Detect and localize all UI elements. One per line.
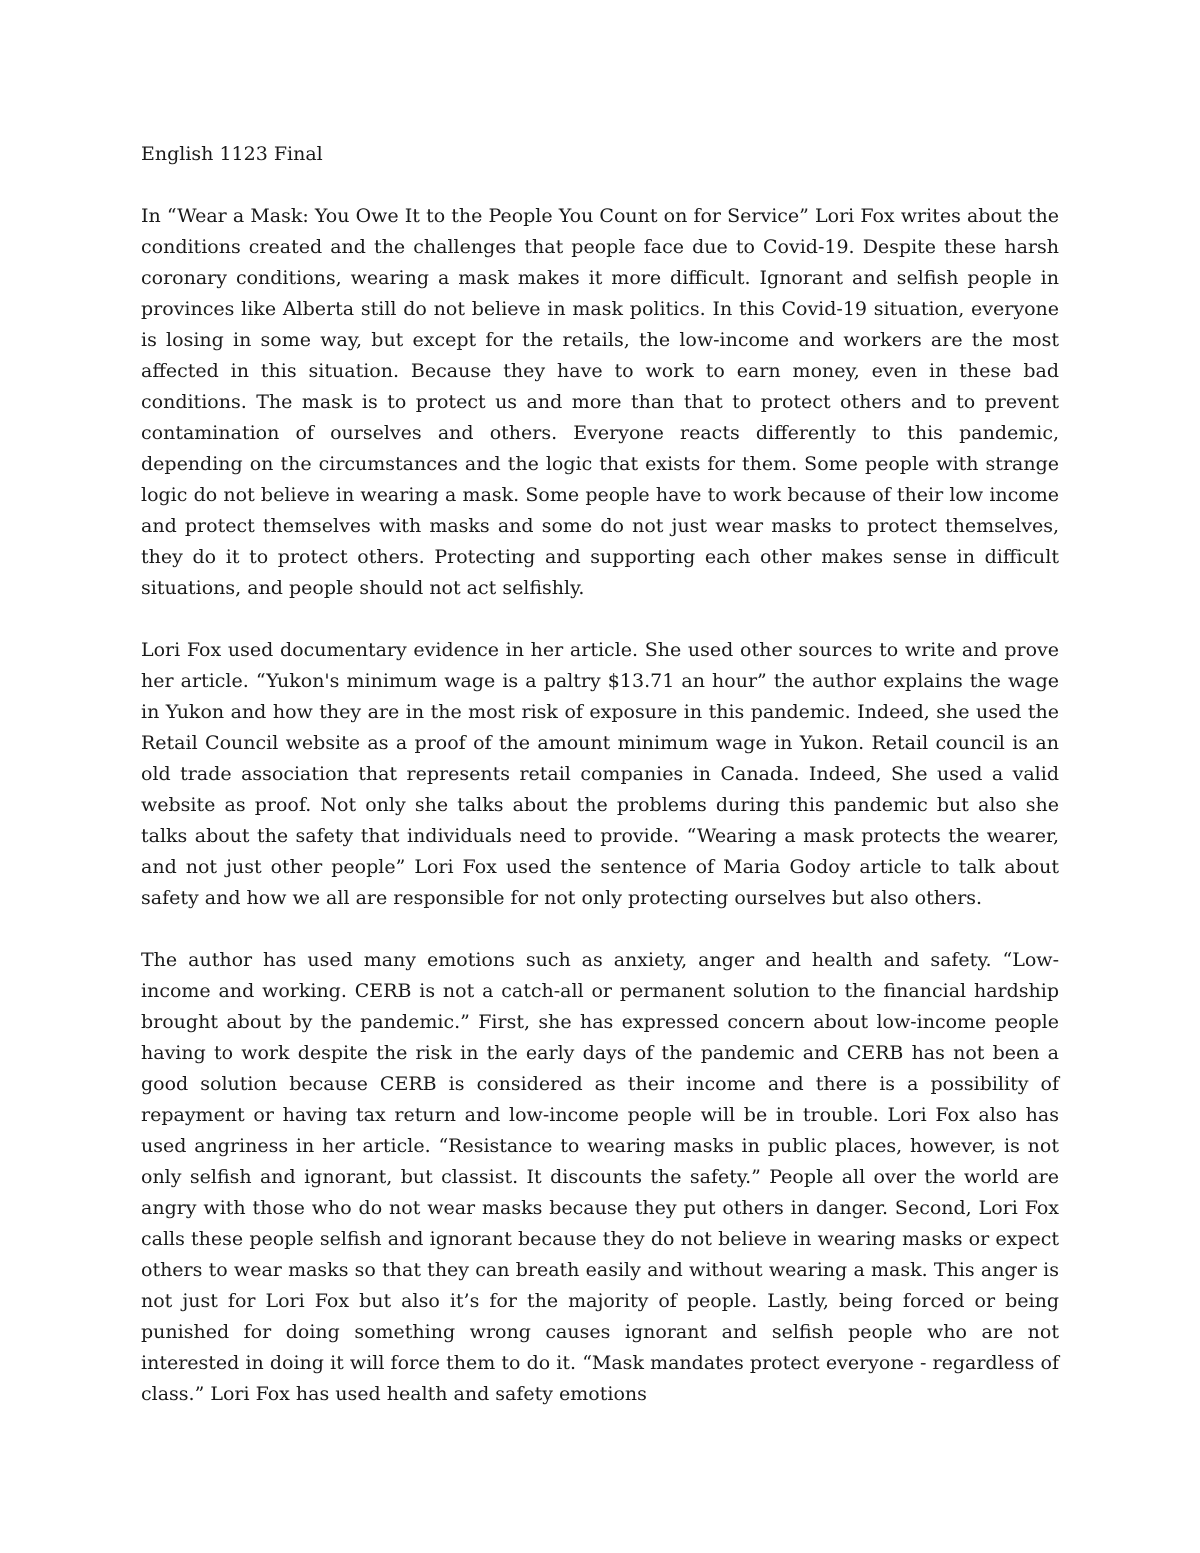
- document-body: [141, 139, 1059, 1410]
- paragraph-evidence: Lori Fox used documentary evidence in her article. She used other sources to write and prove her article. “Yukon's minimum wage is a paltry $13.71 an hour” the author explains the wage in Yukon and how they are in the most risk of exposure in this pandemic. Indeed, she used the Retail Council website as a proof of the amount minimum wage in Yukon. Retail council is an old trade association that represents retail companies in Canada. Indeed, She used a valid website as proof. Not only she talks about the problems during this pandemic but also she talks about the safety that individuals need to provide. “Wearing a mask protects the wearer, and not just other people” Lori Fox used the sentence of Maria Godoy article to talk about safety and how we all are responsible for not only protecting ourselves but also others.: [141, 639, 1059, 909]
- document-title: English 1123 Final: [141, 143, 323, 165]
- paragraph-emotions: The author has used many emotions such as anxiety, anger and health and safety. “Low-income and working. CERB is not a catch-all or permanent solution to the financial hardship brought about by the pandemic.” First, she has expressed concern about low-income people having to work despite the risk in the early days of the pandemic and CERB has not been a good solution because CERB is considered as their income and there is a possibility of repayment or having tax return and low-income people will be in trouble. Lori Fox also has used angriness in her article. “Resistance to wearing masks in public places, however, is not only selfish and ignorant, but classist. It discounts the safety.” People all over the world are angry with those who do not wear masks because they put others in danger. Second, Lori Fox calls these people selfish and ignorant because they do not believe in wearing masks or expect others to wear masks so that they can breath easily and without wearing a mask. This anger is not just for Lori Fox but also it’s for the majority of people. Lastly, being forced or being punished for doing something wrong causes ignorant and selfish people who are not interested in doing it will force them to do it. “Mask mandates protect everyone - regardless of class.” Lori Fox has used health and safety emotions: [141, 949, 1059, 1405]
- paragraph-intro: In “Wear a Mask: You Owe It to the People You Count on for Service” Lori Fox writes about the conditions created and the challenges that people face due to Covid-19. Despite these harsh coronary conditions, wearing a mask makes it more difficult. Ignorant and selfish people in provinces like Alberta still do not believe in mask politics. In this Covid-19 situation, everyone is losing in some way, but except for the retails, the low-income and workers are the most affected in this situation. Because they have to work to earn money, even in these bad conditions. The mask is to protect us and more than that to protect others and to prevent contamination of ourselves and others. Everyone reacts differently to this pandemic, depending on the circumstances and the logic that exists for them. Some people with strange logic do not believe in wearing a mask. Some people have to work because of their low income and protect themselves with masks and some do not just wear masks to protect themselves, they do it to protect others. Protecting and supporting each other makes sense in difficult situations, and people should not act selfishly.: [141, 205, 1059, 599]
